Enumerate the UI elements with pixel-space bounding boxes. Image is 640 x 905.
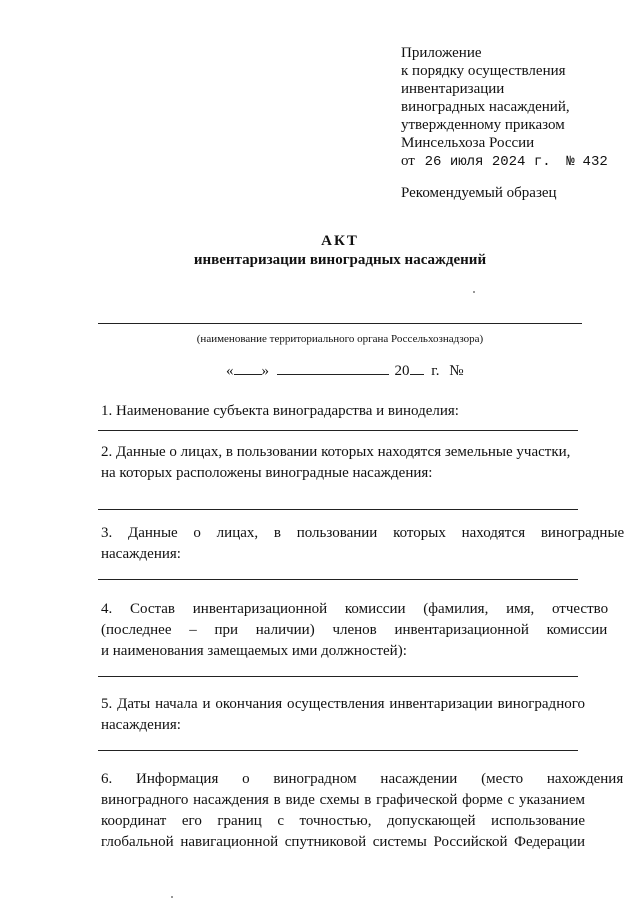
year-prefix: 20 <box>394 363 410 379</box>
appendix-line: инвентаризации <box>401 81 505 97</box>
section-5-line: 5. Даты начала и окончания осуществления инвентаризации виноградного <box>101 696 585 712</box>
appendix-line: Минсельхоза России <box>401 135 535 151</box>
section-6-line: глобальной навигационной спутниковой системы Российской Федерации <box>101 834 585 850</box>
appendix-line: виноградных насаждений, <box>401 99 570 115</box>
scan-speck <box>171 896 173 898</box>
number-sign: № <box>449 363 464 379</box>
section-3-line: насаждения: <box>101 546 181 562</box>
section-4-line: 4. Состав инвентаризационной комиссии (фамилия, имя, отчество <box>101 601 609 617</box>
document-title <box>0 232 640 270</box>
number-prefix: № <box>566 154 575 170</box>
year-blank <box>410 360 424 375</box>
section-2 <box>101 442 585 484</box>
org-name-caption: (наименование территориального органа Россельхознадзора) <box>196 333 484 345</box>
section-5-answer-line <box>98 750 578 751</box>
section-3-answer-line <box>98 579 578 580</box>
close-quote: » <box>261 363 269 379</box>
month-blank <box>277 360 389 375</box>
section-2-answer-line <box>98 509 578 510</box>
section-6-line: виноградного насаждения в виде схемы в графической форме с указанием <box>101 792 585 808</box>
section-3 <box>101 523 625 565</box>
appendix-line: Приложение <box>401 45 482 61</box>
section-5 <box>101 694 585 736</box>
section-3-line: 3. Данные о лицах, в пользовании которых находятся виноградные <box>101 525 625 541</box>
date-prefix: от <box>401 153 415 169</box>
order-date: 26 июля 2024 г. <box>424 154 551 170</box>
appendix-line: к порядку осуществления <box>401 63 566 79</box>
section-2-line: 2. Данные о лицах, в пользовании которых находятся земельные участки, <box>101 444 571 460</box>
section-5-line: насаждения: <box>101 717 181 733</box>
section-6 <box>101 769 624 853</box>
org-name-line <box>98 323 582 324</box>
scan-speck <box>473 291 475 293</box>
appendix-header <box>401 44 608 171</box>
section-4 <box>101 599 609 662</box>
act-date-line <box>226 360 464 380</box>
appendix-line: утвержденному приказом <box>401 117 565 133</box>
section-6-line: координат его границ с точностью, допускающей использование <box>101 813 585 829</box>
appendix-date-line <box>401 152 608 171</box>
open-quote: « <box>226 363 234 379</box>
title-sub: инвентаризации виноградных насаждений <box>193 252 487 268</box>
order-number: 432 <box>582 154 608 170</box>
section-4-line: (последнее – при наличии) членов инвентаризационной комиссии <box>101 622 608 638</box>
section-1-line: 1. Наименование субъекта виноградарства и виноделия: <box>101 403 459 419</box>
section-1 <box>101 401 585 422</box>
recommended-sample-label: Рекомендуемый образец <box>401 185 557 201</box>
section-6-line: 6. Информация о виноградном насаждении (место нахождения <box>101 771 624 787</box>
section-4-answer-line <box>98 676 578 677</box>
section-4-line: и наименования замещаемых ими должностей): <box>101 643 407 659</box>
section-1-answer-line <box>98 430 578 431</box>
title-main: АКТ <box>321 233 359 249</box>
section-2-line: на которых расположены виноградные насаждения: <box>101 465 433 481</box>
year-suffix: г. <box>431 363 440 379</box>
day-blank <box>234 360 262 375</box>
